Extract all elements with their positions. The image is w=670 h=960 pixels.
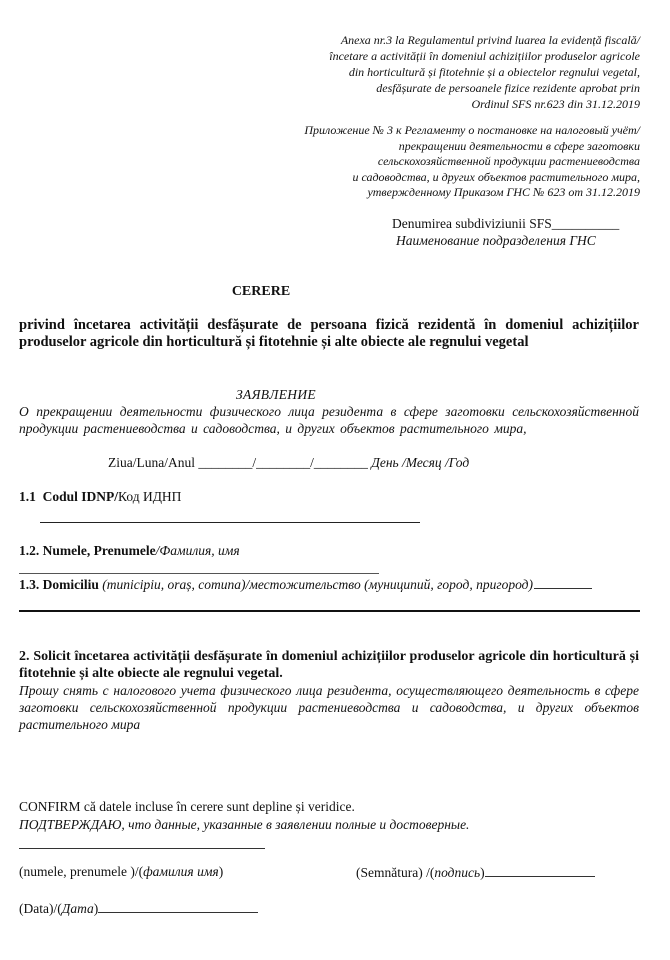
annex-line: Anexa nr.3 la Regulamentul privind luarea la evidență fiscală/: [340, 33, 640, 47]
annex-line: Ordinul SFS nr.623 din 31.12.2019: [471, 97, 640, 111]
annex-header-ru: [240, 123, 640, 201]
name-caption-ru: фамилия имя: [143, 864, 219, 879]
annex-line: и садоводства, и других объектов растительного мира,: [352, 169, 640, 184]
date-line: [108, 455, 469, 471]
signature-caption: [356, 864, 595, 881]
document-subject-ru: О прекращении деятельности физического лица резидента в сфере заготовки сельскохозяйственной продукции растениеводства и садоводства, и других объектов растительного мира,: [19, 404, 639, 436]
confirm-statement-ro: CONFIRM că datele incluse în cerere sunt depline și veridice.: [19, 799, 355, 814]
section-number: 1.2.: [19, 543, 40, 558]
paren: ): [218, 864, 224, 879]
section-1-2-name: [19, 543, 240, 559]
date-line-ru: День /Месяц /Год: [367, 455, 470, 470]
name-caption: [19, 864, 223, 880]
idnp-label-ro: Codul IDNP/: [42, 489, 119, 504]
annex-line: desfășurate de persoanele fizice rezidente aprobat prin: [376, 81, 640, 95]
annex-line: încetare a activității în domeniul achizițiilor produselor agricole: [329, 49, 640, 63]
subdivision-field-ru: Наименование подразделения ГНС: [396, 233, 596, 248]
paren: ): [93, 901, 99, 916]
signature-caption-ro: (Semnătura) /(: [356, 865, 435, 880]
domicile-fill-line[interactable]: [534, 576, 592, 589]
signature-fill-line[interactable]: [485, 864, 595, 877]
annex-line: Приложение № 3 к Регламенту о постановке на налоговый учёт/: [304, 123, 640, 137]
document-title-ru: ЗАЯВЛЕНИЕ: [236, 387, 316, 402]
idnp-fill-line[interactable]: [40, 522, 420, 523]
idnp-label-ru: Код ИДНП: [118, 489, 182, 504]
date-caption-ru: Дата: [61, 901, 94, 916]
annex-line: din horticultură și fitotehnie și a obiectelor regnului vegetal,: [348, 65, 640, 79]
section-number: 1.1: [19, 489, 36, 504]
name-label-ro: Numele, Prenumele: [42, 543, 156, 558]
annex-line: сельскохозяйственной продукции растениеводства: [377, 154, 640, 168]
document-title-ro: CERERE: [231, 284, 291, 299]
annex-header-ro: [260, 32, 640, 112]
annex-line: утвержденному Приказом ГНС № 623 от 31.12.2019: [367, 185, 640, 199]
section-2-request-ro: 2. Solicit încetarea activității desfășurate în domeniul achizițiilor produselor agricole din horticultură și fitotehnie și alte obiecte ale regnului vegetal.: [19, 649, 639, 681]
section-1-3-domicile: [19, 576, 592, 593]
name-label-ru: /Фамилия, имя: [155, 543, 240, 558]
name-fill-line[interactable]: [19, 573, 379, 574]
document-subject-ro: privind încetarea activității desfășurate de persoana fizică rezidentă în domeniul achizițiilor produselor agricole din horticultură și fitotehnie și alte obiecte ale regnului vegetal: [19, 317, 639, 350]
subdivision-field-ro: Denumirea subdiviziunii SFS__________: [392, 216, 620, 231]
confirm-statement-ru: ПОДТВЕРЖДАЮ, что данные, указанные в заявлении полные и достоверные.: [19, 817, 470, 832]
name-signature-line[interactable]: [19, 848, 265, 849]
paren: ): [480, 865, 485, 880]
annex-line: прекращении деятельности в сфере заготовки: [398, 138, 640, 153]
domicile-label-ro: Domiciliu: [42, 577, 99, 592]
date-fill-line[interactable]: [98, 900, 258, 913]
section-divider: [19, 610, 640, 612]
date-caption-ro: (Data)/(: [19, 901, 62, 916]
section-number: 1.3.: [19, 577, 40, 592]
domicile-hint: (municipiu, oraș, comuna)/местожительство (муниципий, город, пригород): [102, 577, 533, 592]
name-caption-ro: (numele, prenumele )/(: [19, 864, 144, 879]
signature-caption-ru: подпись: [434, 865, 481, 880]
section-1-1-idnp: [19, 489, 181, 505]
date-caption: [19, 900, 258, 917]
section-2-request-ru: Прошу снять с налогового учета физического лица резидента, осуществляющего деятельность в сфере заготовки сельскохозяйственной продукции растениеводства и садоводства, и других объектов растительного мира: [19, 683, 639, 732]
date-line-ro: Ziua/Luna/Anul ________/________/________: [108, 455, 368, 470]
